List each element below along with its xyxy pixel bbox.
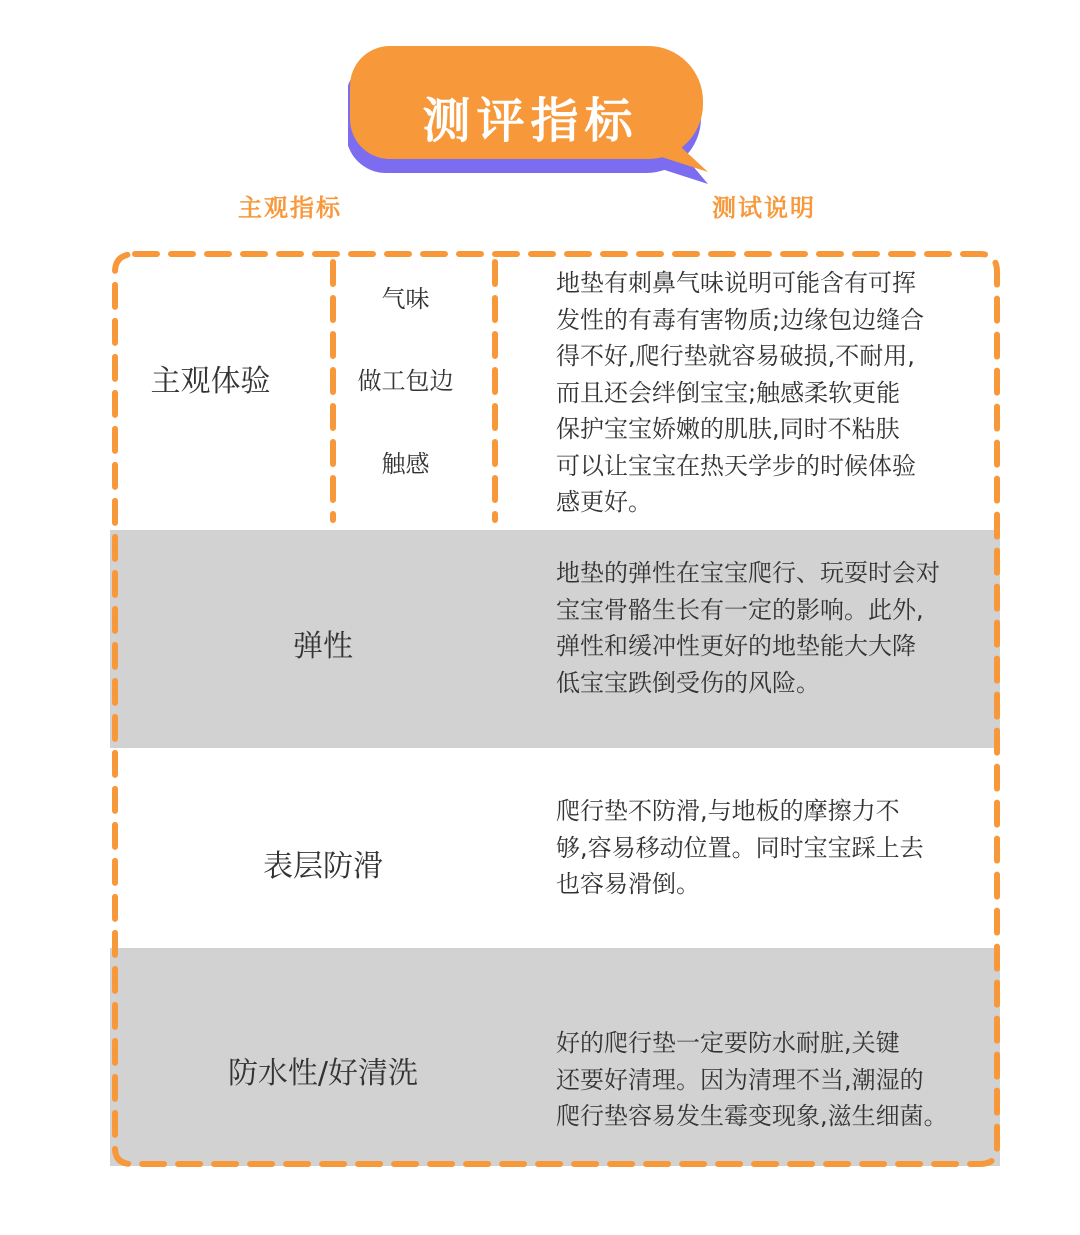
- description-line: 好的爬行垫一定要防水耐脏,关键: [556, 1029, 900, 1057]
- description-line: 还要好清理。因为清理不当,潮湿的: [556, 1065, 924, 1094]
- description-line: 爬行垫容易发生霉变现象,滋生细菌。: [556, 1102, 948, 1130]
- row-label-waterproof: 防水性/好清洗: [227, 1056, 419, 1091]
- description-line: 也容易滑倒。: [556, 870, 700, 898]
- description-line: 低宝宝跌倒受伤的风险。: [556, 668, 820, 697]
- description-line: 而且还会绊倒宝宝;触感柔软更能: [556, 378, 901, 407]
- description-line: 够,容易移动位置。同时宝宝踩上去: [556, 833, 924, 862]
- row-label-antislip: 表层防滑: [263, 849, 383, 884]
- description-line: 宝宝骨骼生长有一定的影响。此外,: [556, 595, 924, 624]
- row-label-elasticity: 弹性: [293, 629, 353, 664]
- column-header-right: 测试说明: [712, 194, 816, 222]
- sub-item-touch: 触感: [381, 449, 430, 478]
- description-line: 可以让宝宝在热天学步的时候体验: [556, 451, 916, 480]
- description-line: 得不好,爬行垫就容易破损,不耐用,: [556, 342, 915, 370]
- description-elasticity: [556, 555, 996, 701]
- description-line: 爬行垫不防滑,与地板的摩擦力不: [556, 797, 900, 825]
- description-line: 地垫有刺鼻气味说明可能含有可挥: [556, 269, 916, 297]
- sub-item-odor: 气味: [381, 284, 430, 313]
- description-line: 感更好。: [556, 488, 652, 516]
- page-title: 测评指标: [422, 93, 639, 149]
- description-antislip: [556, 793, 996, 903]
- sub-item-edging: 做工包边: [357, 366, 454, 395]
- column-header-left: 主观指标: [238, 194, 342, 222]
- description-waterproof: [556, 1025, 996, 1135]
- description-line: 地垫的弹性在宝宝爬行、玩耍时会对: [556, 559, 940, 587]
- description-subjective: [556, 265, 996, 521]
- description-line: 弹性和缓冲性更好的地垫能大大降: [556, 632, 916, 660]
- description-line: 发性的有毒有害物质;边缘包边缝合: [556, 305, 925, 334]
- description-line: 保护宝宝娇嫩的肌肤,同时不粘肤: [556, 415, 900, 443]
- row-label-subjective: 主观体验: [150, 364, 271, 399]
